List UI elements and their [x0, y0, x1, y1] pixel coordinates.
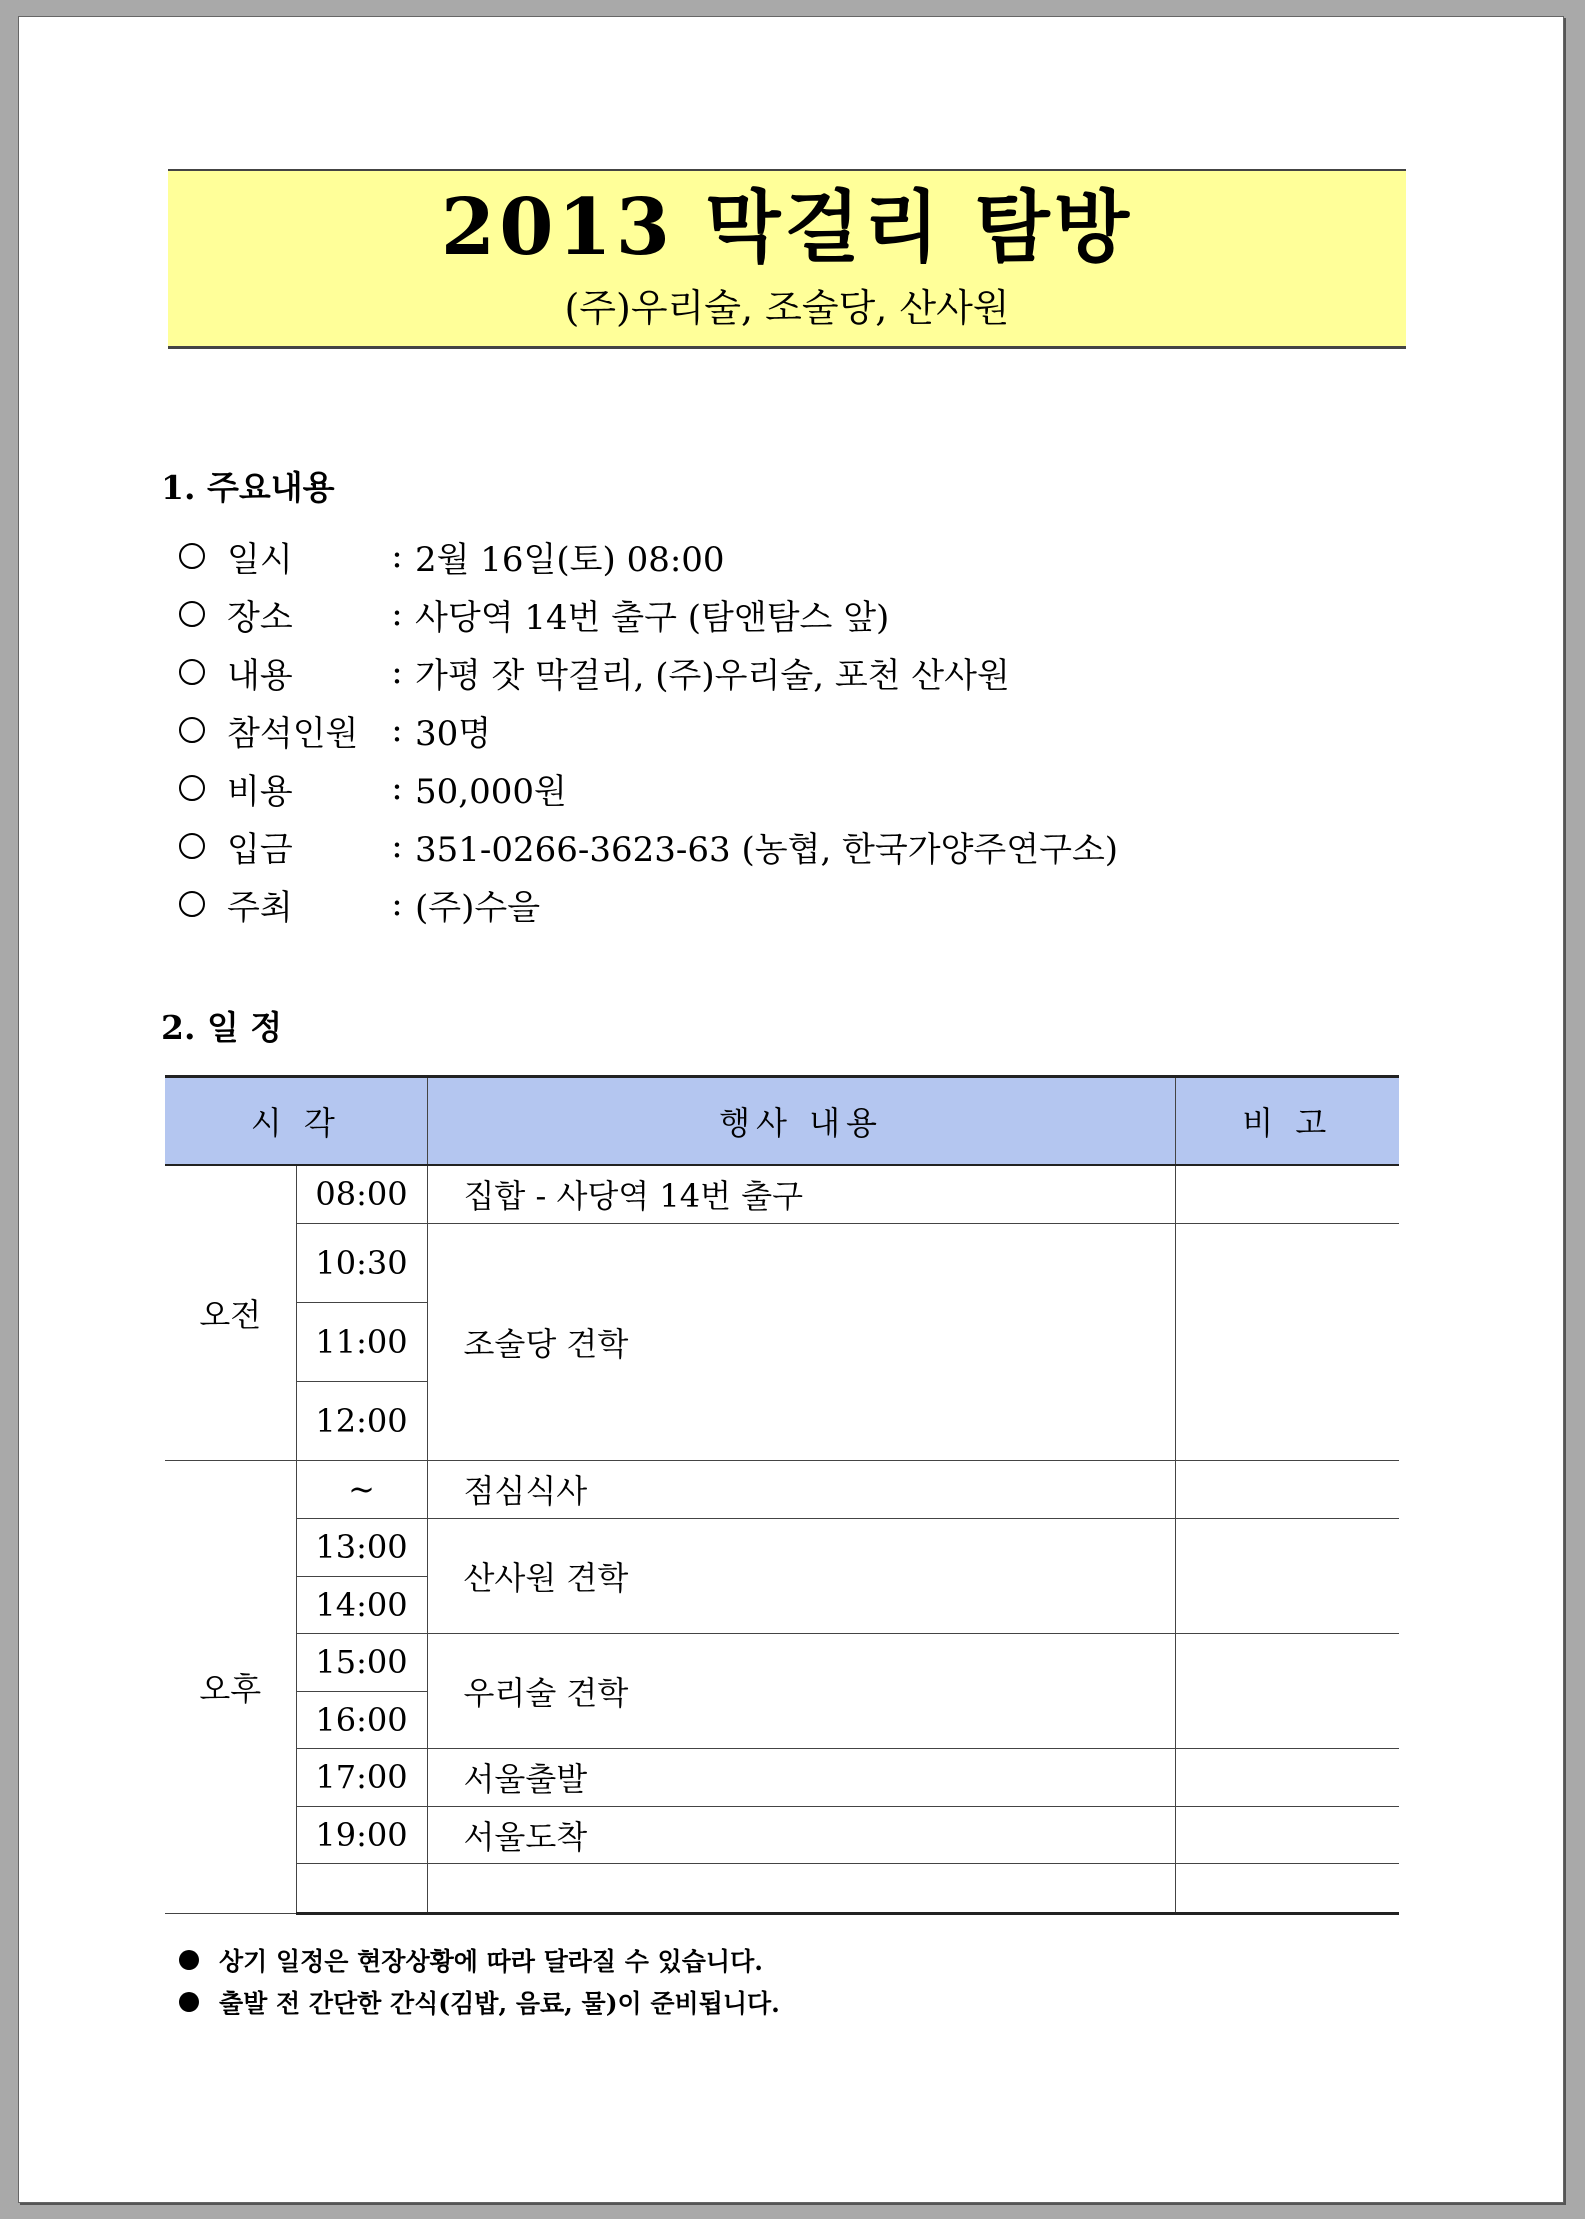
time-cell	[296, 1863, 427, 1913]
note-cell	[1175, 1460, 1399, 1518]
note-cell	[1175, 1863, 1399, 1913]
info-separator: :	[391, 768, 403, 808]
info-value: 가평 잣 막걸리, (주)우리술, 포천 산사원	[415, 655, 1010, 696]
time-cell: 12:00	[296, 1381, 427, 1460]
info-separator: :	[391, 536, 403, 576]
info-value: 사당역 14번 출구 (탐앤탐스 앞)	[415, 597, 890, 638]
circle-bullet-icon	[179, 891, 205, 917]
circle-bullet-icon	[179, 543, 205, 569]
note-text: 출발 전 간단한 간식(김밥, 음료, 물)이 준비됩니다.	[219, 1989, 780, 2018]
event-cell: 서울출발	[427, 1748, 1175, 1806]
table-row	[165, 1633, 1399, 1691]
time-cell: 13:00	[296, 1518, 427, 1576]
info-value: 30명	[415, 713, 492, 754]
info-value: (주)수을	[415, 887, 541, 928]
info-value: 50,000원	[415, 771, 567, 812]
info-separator: :	[391, 826, 403, 866]
info-row-deposit	[179, 817, 1118, 875]
info-separator: :	[391, 594, 403, 634]
note-item	[179, 1981, 780, 2023]
table-row	[165, 1223, 1399, 1302]
circle-bullet-icon	[179, 833, 205, 859]
note-cell	[1175, 1223, 1399, 1460]
time-cell: 17:00	[296, 1748, 427, 1806]
time-cell: 16:00	[296, 1691, 427, 1748]
time-cell: 11:00	[296, 1302, 427, 1381]
info-label: 참석인원	[227, 713, 359, 754]
document-title: 2013 막걸리 탐방	[440, 182, 1134, 273]
time-cell: 14:00	[296, 1576, 427, 1633]
document-subtitle: (주)우리술, 조술당, 산사원	[564, 286, 1010, 330]
event-cell	[427, 1863, 1175, 1913]
main-info-list	[179, 527, 1118, 933]
circle-bullet-icon	[179, 775, 205, 801]
info-row-attendees	[179, 701, 1118, 759]
event-cell: 집합 - 사당역 14번 출구	[427, 1165, 1175, 1223]
schedule-table	[165, 1075, 1399, 1915]
document-page	[18, 16, 1564, 2203]
info-label: 일시	[227, 539, 293, 580]
time-cell: ~	[296, 1460, 427, 1518]
header-event: 행사 내용	[427, 1077, 1175, 1166]
time-cell: 15:00	[296, 1633, 427, 1691]
info-label: 입금	[227, 829, 293, 870]
table-row	[165, 1518, 1399, 1576]
note-cell	[1175, 1165, 1399, 1223]
event-cell: 조술당 견학	[427, 1223, 1175, 1460]
notes-list	[179, 1939, 780, 2023]
time-cell: 10:30	[296, 1223, 427, 1302]
event-cell: 산사원 견학	[427, 1518, 1175, 1633]
table-row	[165, 1165, 1399, 1223]
event-cell: 서울도착	[427, 1806, 1175, 1863]
note-item	[179, 1939, 780, 1981]
period-am: 오전	[165, 1165, 296, 1460]
info-row-content	[179, 643, 1118, 701]
note-cell	[1175, 1748, 1399, 1806]
table-row-empty	[165, 1863, 1399, 1913]
table-row	[165, 1806, 1399, 1863]
filled-bullet-icon	[179, 1992, 199, 2012]
header-time: 시 각	[165, 1077, 427, 1166]
header-note: 비 고	[1175, 1077, 1399, 1166]
note-cell	[1175, 1806, 1399, 1863]
time-cell: 19:00	[296, 1806, 427, 1863]
circle-bullet-icon	[179, 601, 205, 627]
info-separator: :	[391, 710, 403, 750]
event-cell: 점심식사	[427, 1460, 1175, 1518]
info-row-cost	[179, 759, 1118, 817]
table-header-row	[165, 1077, 1399, 1166]
section-title-schedule: 2. 일 정	[161, 1008, 283, 1047]
info-value: 351-0266-3623-63 (농협, 한국가양주연구소)	[415, 829, 1119, 870]
note-cell	[1175, 1633, 1399, 1748]
title-banner	[168, 169, 1406, 349]
period-pm: 오후	[165, 1460, 296, 1913]
info-label: 장소	[227, 597, 293, 638]
info-row-date	[179, 527, 1118, 585]
info-label: 내용	[227, 655, 293, 696]
filled-bullet-icon	[179, 1950, 199, 1970]
table-row	[165, 1748, 1399, 1806]
time-cell: 08:00	[296, 1165, 427, 1223]
note-cell	[1175, 1518, 1399, 1633]
info-row-host	[179, 875, 1118, 933]
info-row-place	[179, 585, 1118, 643]
event-cell: 우리술 견학	[427, 1633, 1175, 1748]
circle-bullet-icon	[179, 717, 205, 743]
info-separator: :	[391, 884, 403, 924]
info-value: 2월 16일(토) 08:00	[415, 539, 725, 580]
section-title-main-info: 1. 주요내용	[161, 468, 335, 507]
info-separator: :	[391, 652, 403, 692]
info-label: 비용	[227, 771, 293, 812]
table-row	[165, 1460, 1399, 1518]
circle-bullet-icon	[179, 659, 205, 685]
note-text: 상기 일정은 현장상황에 따라 달라질 수 있습니다.	[219, 1947, 763, 1976]
info-label: 주최	[227, 887, 293, 928]
